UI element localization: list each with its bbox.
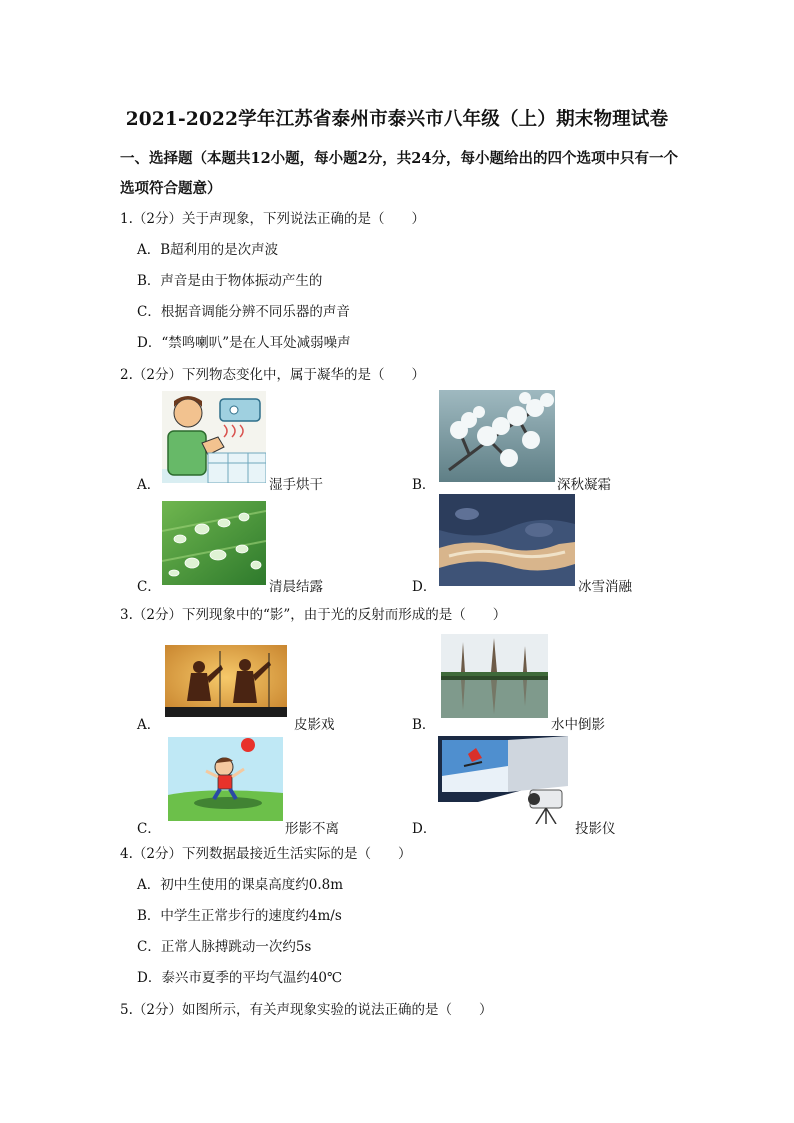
question-1-option-a: A．B超利用的是次声波: [137, 242, 279, 258]
question-3-option-b-letter: B．: [412, 717, 436, 733]
question-3-option-c-caption: 形影不离: [285, 821, 339, 837]
melting-ice-image: [439, 494, 575, 586]
question-3-option-a-caption: 皮影戏: [294, 717, 335, 733]
question-2-option-c-caption: 清晨结露: [269, 579, 323, 595]
hand-dryer-image: [162, 391, 266, 483]
paper-title: 2021-2022学年江苏省泰州市泰兴市八年级（上）期末物理试卷: [125, 109, 669, 130]
boy-shadow-image: [168, 737, 283, 821]
question-2-option-d-caption: 冰雪消融: [578, 579, 632, 595]
question-1-stem: 1.（2分）关于声现象，下列说法正确的是（ ）: [120, 211, 425, 227]
projector-image: [438, 736, 568, 824]
question-4-stem: 4.（2分）下列数据最接近生活实际的是（ ）: [120, 846, 412, 862]
section-heading-line2: 选项符合题意）: [120, 180, 222, 197]
question-3-option-b-caption: 水中倒影: [551, 717, 605, 733]
question-4-option-c: C．正常人脉搏跳动一次约5s: [137, 939, 312, 955]
question-2-option-c-letter: C．: [137, 579, 161, 595]
question-1-option-d: D．“禁鸣喇叭”是在人耳处减弱噪声: [137, 335, 351, 351]
question-3-option-d-caption: 投影仪: [575, 821, 616, 837]
section-heading-line1: 一、选择题（本题共12小题，每小题2分，共24分，每小题给出的四个选项中只有一个: [120, 150, 678, 167]
dew-drops-image: [162, 501, 266, 585]
question-2-option-a-caption: 湿手烘干: [269, 477, 323, 493]
pagoda-reflection-image: [441, 634, 548, 718]
question-4-option-b: B．中学生正常步行的速度约4m/s: [137, 908, 342, 924]
shadow-puppet-image: [165, 645, 287, 717]
question-5-stem: 5.（2分）如图所示，有关声现象实验的说法正确的是（ ）: [120, 1002, 493, 1018]
question-3-option-a-letter: A．: [137, 717, 161, 733]
question-2-option-a-letter: A．: [137, 477, 161, 493]
question-2-option-b-letter: B．: [412, 477, 436, 493]
question-3-stem: 3.（2分）下列现象中的“影”，由于光的反射而形成的是（ ）: [120, 607, 507, 623]
question-1-option-b: B．声音是由于物体振动产生的: [137, 273, 323, 289]
question-2-option-b-caption: 深秋凝霜: [557, 477, 611, 493]
question-4-option-a: A．初中生使用的课桌高度约0.8m: [137, 877, 344, 893]
question-3-option-c-letter: C．: [137, 821, 161, 837]
question-1-option-c: C．根据音调能分辨不同乐器的声音: [137, 304, 350, 320]
question-3-option-d-letter: D．: [412, 821, 437, 837]
question-2-option-d-letter: D．: [412, 579, 437, 595]
question-4-option-d: D．泰兴市夏季的平均气温约40℃: [137, 970, 343, 986]
question-2-stem: 2.（2分）下列物态变化中，属于凝华的是（ ）: [120, 367, 425, 383]
frost-branch-image: [439, 390, 555, 482]
